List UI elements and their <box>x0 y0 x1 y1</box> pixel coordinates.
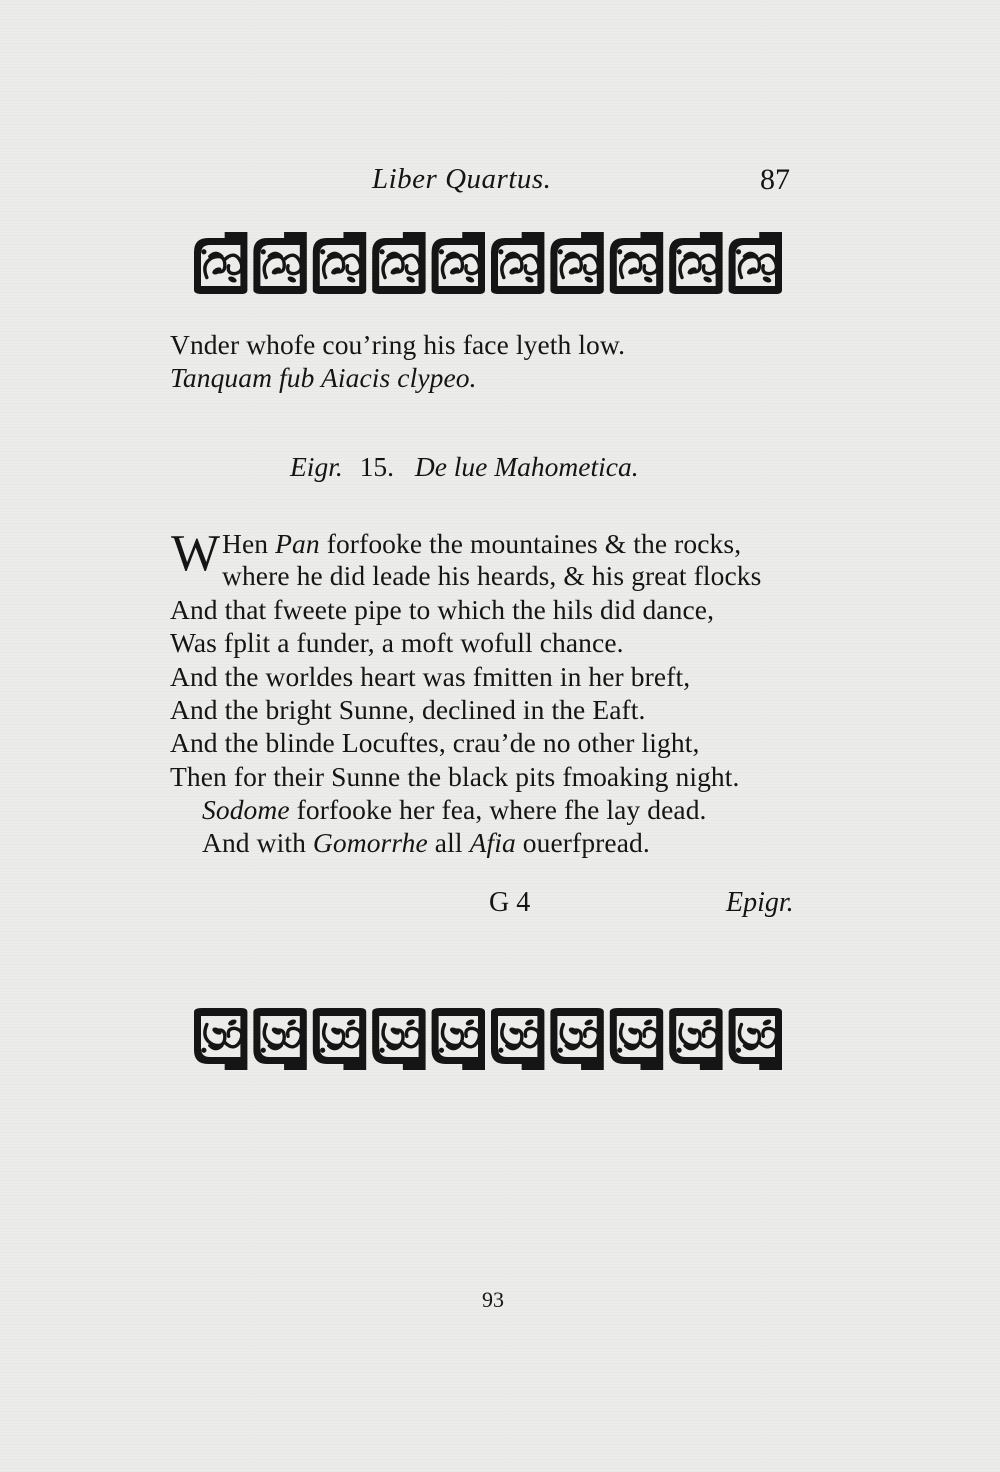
epigram-number: 15. <box>359 451 394 482</box>
poem-line: And the worldes heart was fmitten in her breft, <box>170 661 691 692</box>
epigram-heading <box>290 451 639 483</box>
ornament-unit <box>610 232 663 294</box>
ornament-unit <box>253 1008 306 1070</box>
ornament-band-top <box>192 230 786 296</box>
ornament-unit <box>729 1008 782 1070</box>
poem-line-gomorrhe-start: And with <box>202 827 306 858</box>
ornament-unit <box>194 232 247 294</box>
poem-name-asia: Afia <box>469 827 516 858</box>
ornament-unit <box>491 1008 544 1070</box>
poem-line: Was fplit a funder, a moft wofull chance. <box>170 627 624 658</box>
ornament-unit <box>610 1008 663 1070</box>
poem-line-sodome-rest: forfooke her fea, where fhe lay dead. <box>296 794 707 825</box>
verse-line: Vnder whofe cou’ring his face lyeth low. <box>170 329 626 360</box>
poem-line-1-start: Hen <box>222 528 269 559</box>
poem-line-1-rest: forfooke the mountaines & the rocks, <box>326 528 742 559</box>
epigram-label: Eigr. <box>290 451 343 482</box>
poem-line-1 <box>222 528 741 560</box>
poem-line-gomorrhe-end: ouerfpread. <box>522 827 650 858</box>
poem-line: And that fweete pipe to which the hils did dance, <box>170 594 715 625</box>
ornament-band-bottom <box>192 1006 786 1072</box>
signature-mark: G 4 <box>489 887 531 918</box>
ornament-unit <box>313 232 366 294</box>
poem-line: And the blinde Locuftes, crau’de no other light, <box>170 727 700 758</box>
poem-line: Then for their Sunne the black pits fmoaking night. <box>170 761 740 792</box>
ornament-unit <box>669 232 722 294</box>
ornament-unit <box>432 1008 485 1070</box>
poem-line-gomorrhe <box>202 827 650 859</box>
catchword: Epigr. <box>726 887 794 918</box>
ornament-unit <box>253 232 306 294</box>
ornament-unit <box>669 1008 722 1070</box>
poem-line: And the bright Sunne, declined in the Eaft. <box>170 694 646 725</box>
poem-line-sodome <box>202 794 707 826</box>
ornament-unit <box>372 232 425 294</box>
verse-line-latin: Tanquam fub Aiacis clypeo. <box>170 362 477 393</box>
folio-number: 93 <box>482 1287 504 1312</box>
ornament-unit <box>729 232 782 294</box>
poem-name-sodome: Sodome <box>202 794 290 825</box>
poem-line: where he did leade his heards, & his great flocks <box>222 560 762 591</box>
running-page-number: 87 <box>760 163 790 196</box>
ornament-unit <box>372 1008 425 1070</box>
ornament-unit <box>491 232 544 294</box>
ornament-unit <box>313 1008 366 1070</box>
ornament-unit <box>194 1008 247 1070</box>
poem-line-gomorrhe-mid: all <box>434 827 463 858</box>
epigram-title: De lue Mahometica. <box>414 451 639 482</box>
running-title: Liber Quartus. <box>372 163 552 195</box>
poem-name-pan: Pan <box>275 528 320 559</box>
ornament-unit <box>432 232 485 294</box>
ornament-unit <box>550 232 603 294</box>
drop-cap: W <box>171 525 221 582</box>
ornament-unit <box>550 1008 603 1070</box>
poem-name-gomorrhe: Gomorrhe <box>312 827 428 858</box>
